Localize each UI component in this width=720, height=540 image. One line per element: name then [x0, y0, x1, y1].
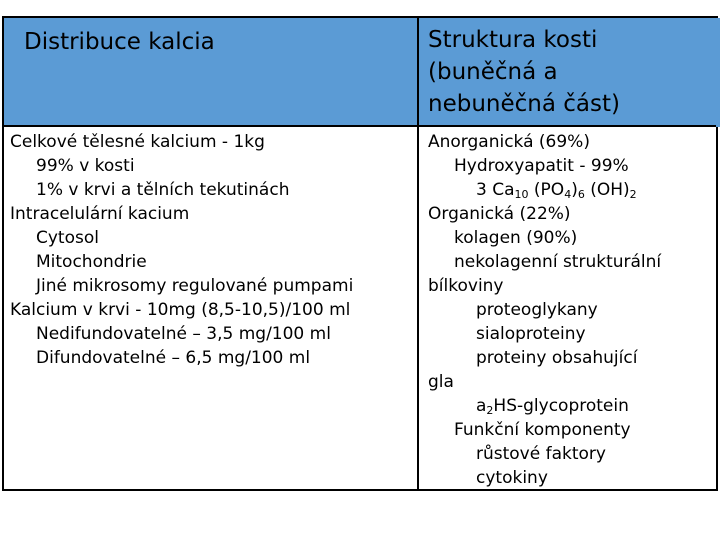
list-item: cytokiny: [476, 468, 548, 488]
list-item: Hydroxyapatit - 99%: [454, 156, 629, 176]
formula-line: 3 $Ca_{10}$ $(PO_4)_6$ $(OH)_2$: [476, 180, 637, 201]
bone-structure-list: [428, 130, 661, 490]
list-item: bílkoviny: [428, 276, 504, 296]
right-header-title: Struktura kosti (buněčná a nebuněčná část): [428, 27, 620, 117]
list-item: 1% v krvi a tělních tekutinách: [36, 180, 290, 200]
list-item: Kalcium v krvi - 10mg (8,5-10,5)/100 ml: [10, 300, 351, 320]
list-item: Intracelulární kacium: [10, 204, 190, 224]
list-item: gla: [428, 372, 454, 392]
list-item: Cytosol: [36, 228, 99, 248]
list-item: Organická (22%): [428, 204, 571, 224]
content-table: [2, 16, 718, 491]
list-item: $a_2HS$-glycoprotein: [476, 396, 629, 417]
list-item: Celkové tělesné kalcium - 1kg: [10, 132, 265, 152]
list-item: Mitochondrie: [36, 252, 147, 272]
calcium-distribution-list: [10, 130, 353, 370]
list-item: Nedifundovatelné – 3,5 mg/100 ml: [36, 324, 331, 344]
list-item: proteoglykany: [476, 300, 598, 320]
list-item: Anorganická (69%): [428, 132, 590, 152]
list-item: růstové faktory: [476, 444, 606, 464]
left-header-title: Distribuce kalcia: [24, 29, 215, 55]
header-divider: [4, 125, 716, 127]
list-item: proteiny obsahující: [476, 348, 638, 368]
list-item: Funkční komponenty: [454, 420, 631, 440]
list-item: nekolagenní strukturální: [454, 252, 662, 272]
list-item: sialoproteiny: [476, 324, 586, 344]
list-item: 99% v kosti: [36, 156, 135, 176]
list-item: Jiné mikrosomy regulované pumpami: [36, 276, 354, 296]
column-divider: [417, 18, 419, 489]
list-item: Difundovatelné – 6,5 mg/100 ml: [36, 348, 311, 368]
list-item: kolagen (90%): [454, 228, 578, 248]
